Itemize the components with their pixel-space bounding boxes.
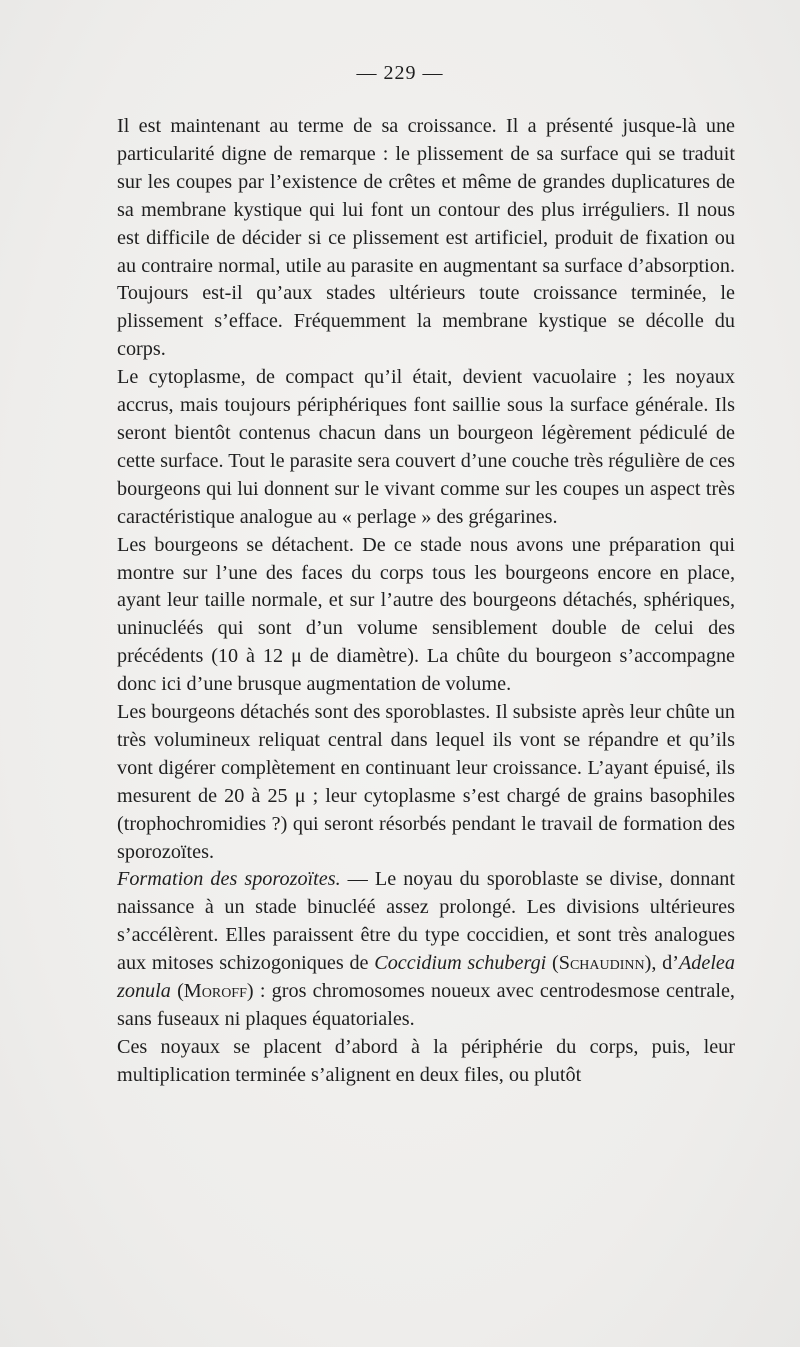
author-name-1: Schaudinn [558, 952, 645, 975]
paragraph-6: Ces noyaux se placent d’abord à la périphérie du corps, puis, leur multiplication terminée s’alignent en deux files, ou plutôt [117, 1035, 735, 1086]
paragraph-2: Le cytoplasme, de compact qu’il était, devient vacuolaire ; les noyaux accrus, mais toujours périphériques font saillie sous la surface générale. Ils seront bientôt contenus chacun dans un bourgeon légèrement pédiculé de cette surface. Tout le parasite sera couvert d’une couche très régulière de ces bourgeons qui lui donnent sur le vivant comme sur les coupes un aspect très caractéristique analogue au « perlage » des grégarines. [117, 366, 735, 528]
paragraph-5-text-e: ) : gros chromosomes noueux avec centrodesmose centrale, sans fuseaux ni plaques équatoriales. [117, 980, 735, 1030]
author-name-2: Moroff [183, 980, 247, 1003]
page-number: — 229 — [356, 62, 444, 84]
paragraph-5-text-d: ( [170, 980, 184, 1003]
species-name-2: Adelea zonula [117, 952, 735, 1003]
paragraph-5-text-b: ( [546, 952, 559, 975]
body-text [117, 113, 735, 1090]
section-title: Formation des sporozoïtes. [117, 868, 341, 891]
paragraph-5-text-a: — Le noyau du sporoblaste se divise, donnant naissance à un stade binucléé assez prolongé. Les divisions ultérieures s’accélèrent. Elles paraissent être du type coccidien, et sont très analogues aux mitoses schizogoniques de [117, 868, 735, 975]
paragraph-1: Il est maintenant au terme de sa croissance. Il a présenté jusque-là une particularité digne de remarque : le plissement de sa surface qui se traduit sur les coupes par l’existence de crêtes et même de grandes duplicatures de sa membrane kystique qui lui font un contour des plus irréguliers. Il nous est difficile de décider si ce plissement est artificiel, produit de fixation ou au contraire normal, utile au parasite en augmentant sa surface d’absorption. Toujours est-il qu’aux stades ultérieurs toute croissance terminée, le plissement s’efface. Fréquemment la membrane kystique se décolle du corps. [117, 115, 735, 361]
paragraph-5 [117, 866, 735, 1033]
paragraph-3: Les bourgeons se détachent. De ce stade nous avons une préparation qui montre sur l’une des faces du corps tous les bourgeons encore en place, ayant leur taille normale, et sur l’autre des bourgeons détachés, sphériques, uninucléés qui sont d’un volume sensiblement double de celui des précédents (10 à 12 μ de diamètre). La chûte du bourgeon s’accompagne donc ici d’une brusque augmentation de volume. [117, 533, 735, 696]
paragraph-4: Les bourgeons détachés sont des sporoblastes. Il subsiste après leur chûte un très volumineux reliquat central dans lequel ils vont se répandre et qu’ils vont digérer complètement en continuant leur croissance. L’ayant épuisé, ils mesurent de 20 à 25 μ ; leur cytoplasme s’est chargé de grains basophiles (trophochromidies ?) qui seront résorbés pendant le travail de formation des sporozoïtes. [117, 701, 735, 863]
paragraph-5-text-c: ), d’ [644, 952, 679, 975]
species-name-1: Coccidium schubergi [374, 952, 547, 975]
